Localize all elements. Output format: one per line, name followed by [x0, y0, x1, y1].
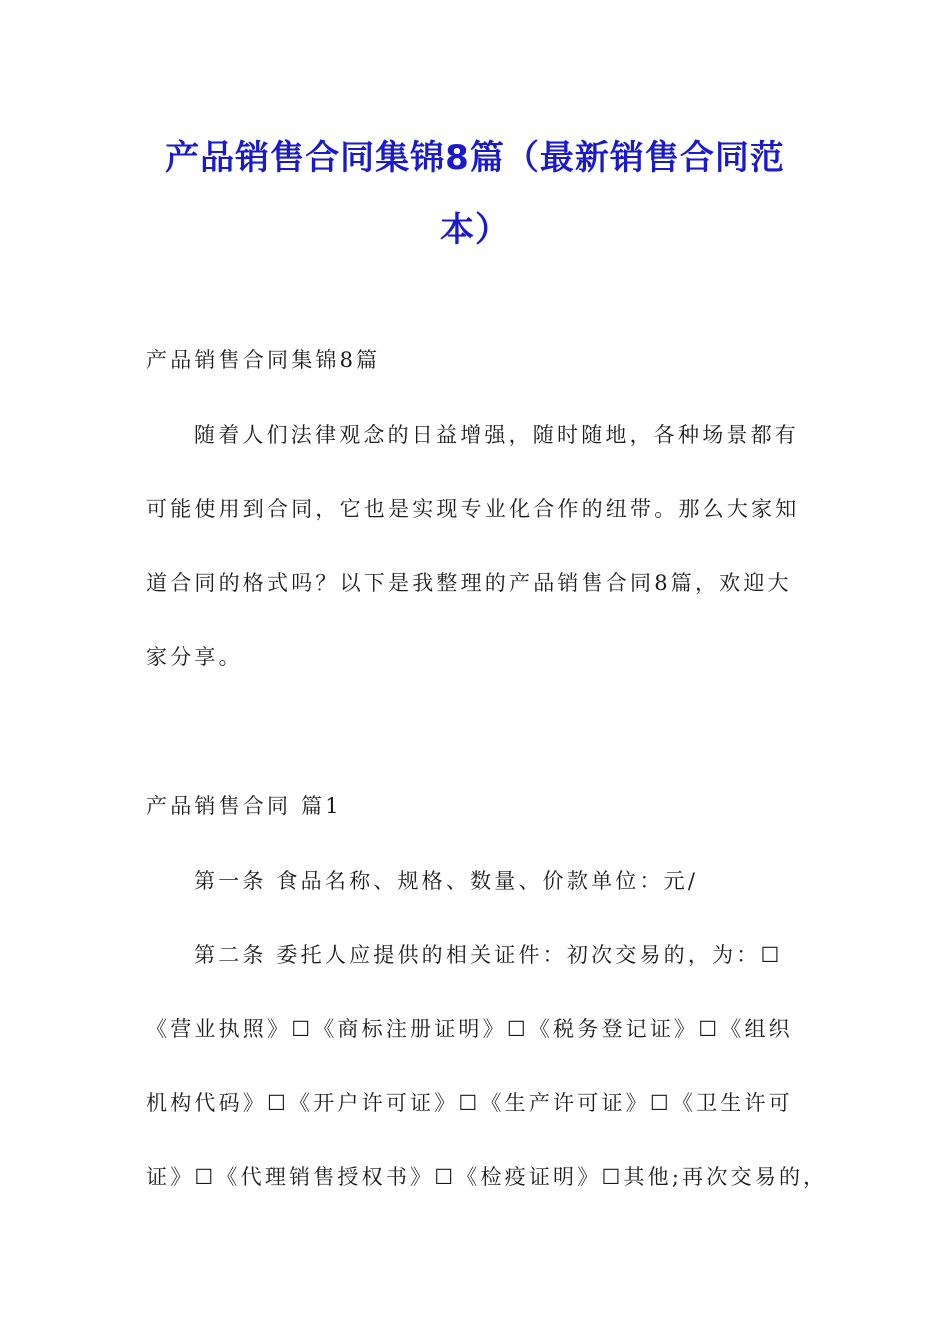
intro-heading: 产品销售合同集锦8篇 — [146, 348, 381, 372]
article-2-line-3: 机构代码》☐《开户许可证》☐《生产许可证》☐《卫生许可 — [146, 1091, 793, 1115]
intro-paragraph-line-4: 家分享。 — [146, 645, 243, 669]
article-2-line-1: 第二条 委托人应提供的相关证件：初次交易的，为：☐ — [194, 943, 783, 967]
title-line-2: 本） — [440, 210, 510, 250]
article-1: 第一条 食品名称、规格、数量、价款单位：元/ — [194, 869, 699, 893]
title-line-1: 产品销售合同集锦8篇（最新销售合同范 — [165, 138, 785, 178]
intro-paragraph-line-2: 可能使用到合同，它也是实现专业化合作的纽带。那么大家知 — [146, 497, 800, 521]
section-1-heading: 产品销售合同 篇1 — [146, 794, 342, 818]
article-2-line-4: 证》☐《代理销售授权书》☐《检疫证明》☐其他;再次交易的， — [146, 1165, 828, 1189]
document-title — [140, 122, 810, 266]
intro-paragraph-line-3: 道合同的格式吗？以下是我整理的产品销售合同8篇，欢迎大 — [146, 571, 792, 595]
intro-paragraph-line-1: 随着人们法律观念的日益增强，随时随地，各种场景都有 — [194, 423, 799, 447]
article-2-line-2: 《营业执照》☐《商标注册证明》☐《税务登记证》☐《组织 — [146, 1017, 793, 1041]
